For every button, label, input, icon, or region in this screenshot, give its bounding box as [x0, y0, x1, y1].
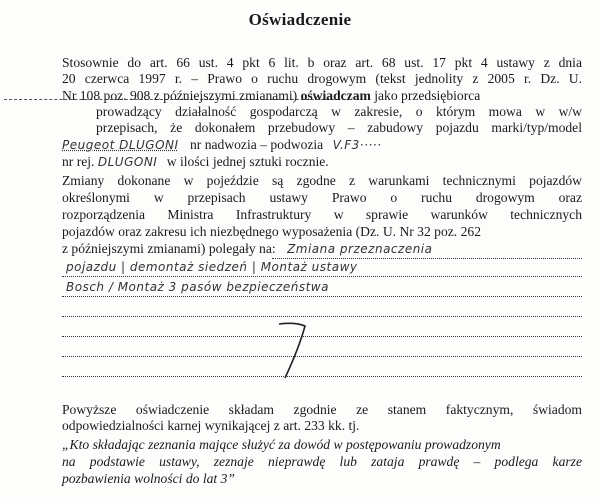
para1-line-5: przepisach, że dokonałem przebudowy – zabudowy pojazdu marki/typ/model — [96, 120, 582, 135]
declarant-role: jako przedsiębiorca — [374, 88, 481, 103]
para2-line-2: określonymi w przepisach ustawy Prawo o ruchu drogowym oraz — [62, 190, 582, 205]
para1-line-7 — [62, 154, 582, 170]
declaration-keyword: oświadczam — [300, 88, 371, 103]
handwritten-make: Peugeot DLUGONI — [62, 138, 179, 152]
quote-line-2: na podstawie ustawy, zeznaje nieprawdę lub zataja prawdę – podlega karze — [62, 454, 582, 469]
dotted-line-1 — [272, 258, 582, 259]
para2-line-4 — [62, 224, 582, 240]
handwritten-vin: V.F3····· — [332, 138, 382, 152]
handwritten-reg: DLUGONI — [97, 155, 158, 169]
handwritten-signature-mark — [275, 318, 325, 388]
vin-label: nr nadwozia – podwozia — [189, 137, 324, 152]
para2-line-1: Zmiany dokonane w pojeździe są zgodne z warunkami technicznymi pojazdów — [62, 173, 582, 188]
quantity-text: w ilości jednej sztuki rocznie. — [166, 154, 329, 169]
dotted-line-2 — [62, 276, 582, 277]
regulation-reference: (Dz. U. Nr 32 poz. 262 — [355, 224, 481, 239]
para2-line-5 — [62, 241, 582, 257]
para2-line-3: rozporządzenia Ministra Infrastruktury w sprawie warunków technicznych — [62, 207, 582, 222]
handwritten-changes-1: Zmiana przeznaczenia — [287, 242, 433, 256]
para1-line-6 — [62, 137, 582, 153]
para1-line-2: 20 czerwca 1997 r. – Prawo o ruchu drogowym (tekst jednolity z 2005 r. Dz. U. — [62, 71, 582, 86]
handwritten-changes-2: pojazdu | demontaż siedzeń | Montaż ustawy — [66, 260, 358, 274]
dotted-line-3 — [62, 296, 582, 297]
legal-reference: Nr 108 poz. 908 z późniejszymi zmianami) — [62, 88, 298, 103]
quote-line-3: pozbawienia wolności do lat 3” — [62, 471, 235, 486]
handwritten-changes-3: Bosch / Montaż 3 pasów bezpieczeństwa — [66, 280, 329, 294]
quote-line-1: „Kto składając zeznania mające służyć za dowód w postępowaniu prowadzonym — [62, 437, 501, 452]
para1-line-3 — [62, 88, 582, 104]
para3-line-2: odpowiedzialności karnej wynikającej z art. 233 kk. tj. — [62, 418, 360, 433]
dotted-line-4 — [62, 316, 582, 317]
regulation-scope: pojazdów oraz zakresu ich niezbędnego wyposażenia — [62, 224, 353, 239]
changes-label: z późniejszymi zmianami) polegały na: — [62, 241, 276, 256]
para1-line-1: Stosownie do art. 66 ust. 4 pkt 6 lit. b oraz art. 68 ust. 17 pkt 4 ustawy z dnia — [62, 55, 582, 70]
para3-line-1: Powyższe oświadczenie składam zgodnie ze stanem faktycznym, świadom — [62, 402, 582, 417]
reg-label: nr rej. — [62, 154, 95, 169]
document-title: Oświadczenie — [248, 10, 352, 29]
para1-line-4: prowadzący działalność gospodarczą w zakresie, o którym mowa w w/w — [96, 104, 582, 119]
